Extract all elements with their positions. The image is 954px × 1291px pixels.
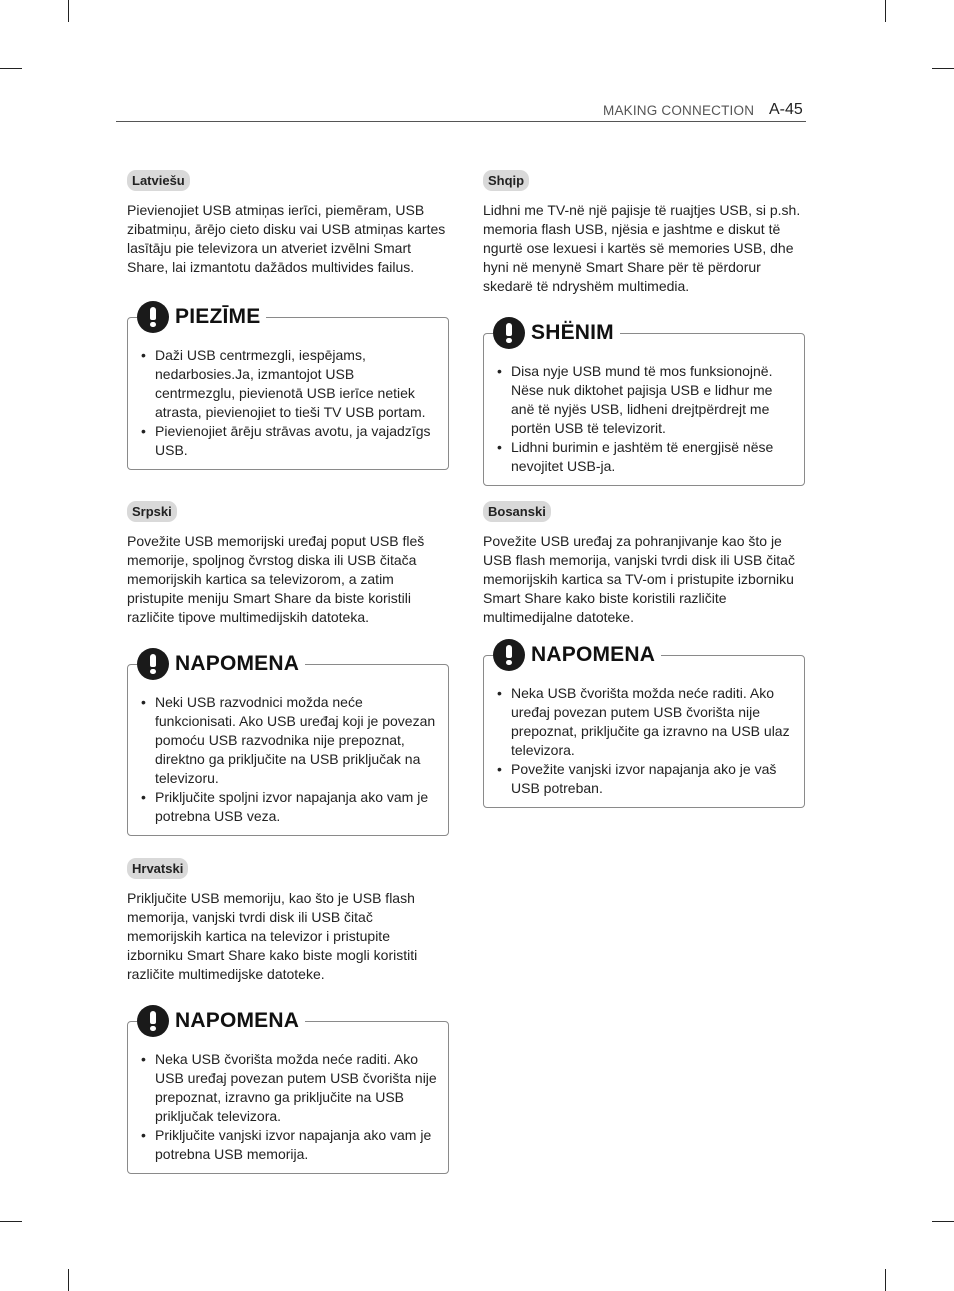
note-title: NAPOMENA (531, 643, 656, 666)
note-header (137, 301, 266, 333)
note-item: • Pievienojiet ārēju strāvas avotu, ja vajadzīgs USB. (141, 422, 438, 460)
section-serbian (127, 501, 449, 836)
exclamation-icon (137, 301, 169, 333)
page-number: A-45 (769, 101, 803, 118)
note-item: • Povežite vanjski izvor napajanja ako je vaš USB potreban. (497, 760, 794, 798)
language-label: Bosanski (483, 501, 551, 522)
section-paragraph: Priključite USB memoriju, kao što je USB flash memorija, vanjski tvrdi disk ili USB čitač memorijskih kartica na televizor i pristupite izborniku Smart Share kako biste mogli koristiti različite multimedijske datoteke. (127, 890, 418, 982)
note-box (127, 305, 449, 470)
note-item: • Daži USB centrmezgli, iespējams, nedarbosies.Ja, izmantojot USB centrmezglu, pievienotā USB ierīce netiek atrasta, pievienojiet to tieši TV USB portam. (141, 346, 438, 422)
language-label: Latviešu (127, 170, 190, 191)
section-bosnian (483, 501, 805, 808)
note-list (141, 1050, 438, 1164)
note-list (141, 346, 438, 460)
crop-mark (885, 0, 886, 22)
section-albanian (483, 170, 805, 486)
language-label: Hrvatski (127, 858, 188, 879)
section-latvian (127, 170, 449, 470)
note-title: NAPOMENA (175, 1009, 300, 1032)
crop-mark (932, 68, 954, 69)
language-label: Srpski (127, 501, 177, 522)
note-item: • Neka USB čvorišta možda neće raditi. Ako USB uređaj povezan putem USB čvorišta nije prepoznat, izravno ga priključite na USB priključak televizora. (141, 1050, 438, 1126)
note-title: SHËNIM (531, 321, 614, 344)
note-header (493, 639, 661, 671)
note-title: PIEZĪME (175, 305, 261, 328)
note-box (483, 321, 805, 486)
note-header (137, 648, 305, 680)
section-paragraph: Povežite USB uređaj za pohranjivanje kao što je USB flash memorija, vanjski tvrdi disk ili USB čitač memorijskih kartica sa TV-om i pristupite izborniku Smart Share kako biste koristili različite multimedijalne datoteke. (483, 533, 795, 625)
left-column (127, 170, 449, 1174)
header-section-title: MAKING CONNECTION (603, 103, 755, 118)
note-box (483, 643, 805, 808)
section-croatian (127, 858, 449, 1174)
header-rule (116, 121, 806, 122)
exclamation-icon (493, 317, 525, 349)
crop-mark (0, 1221, 22, 1222)
note-box (127, 652, 449, 836)
crop-mark (885, 1269, 886, 1291)
note-item: • Lidhni burimin e jashtëm të energjisë nëse nevojitet USB-ja. (497, 438, 794, 476)
note-item: • Priključite vanjski izvor napajanja ako vam je potrebna USB memorija. (141, 1126, 438, 1164)
note-item: • Neka USB čvorišta možda neće raditi. Ako uređaj povezan putem USB čvorišta nije prepoznat, priključite ga izravno na USB ulaz televizora. (497, 684, 794, 760)
section-paragraph: Pievienojiet USB atmiņas ierīci, piemēram, USB zibatmiņu, ārējo cieto disku vai USB atmiņas kartes lasītāju pie televizora un atveriet izvēlni Smart Share, lai izmantotu dažādos multivides failus. (127, 202, 446, 275)
language-label: Shqip (483, 170, 529, 191)
exclamation-icon (493, 639, 525, 671)
note-header (137, 1005, 305, 1037)
note-item: • Priključite spoljni izvor napajanja ako vam je potrebna USB veza. (141, 788, 438, 826)
exclamation-icon (137, 648, 169, 680)
crop-mark (932, 1221, 954, 1222)
note-list (141, 693, 438, 826)
exclamation-icon (137, 1005, 169, 1037)
right-column (483, 170, 805, 808)
note-item: • Neki USB razvodnici možda neće funkcionisati. Ako USB uređaj koji je povezan pomoću USB razvodnika nije prepoznat, direktno ga priključite na USB priključak na televizoru. (141, 693, 438, 788)
note-list (497, 362, 794, 476)
note-header (493, 317, 620, 349)
note-title: NAPOMENA (175, 652, 300, 675)
note-box (127, 1009, 449, 1174)
crop-mark (0, 68, 22, 69)
crop-mark (68, 1269, 69, 1291)
note-item: • Disa nyje USB mund të mos funksionojnë. Nëse nuk diktohet pajisja USB e lidhur me anë të nyjës USB, lidheni drejtpërdrejt me portën USB të televizorit. (497, 362, 794, 438)
note-list (497, 684, 794, 798)
section-paragraph: Povežite USB memorijski uređaj poput USB fleš memorije, spoljnog čvrstog diska ili USB čitača memorijskih kartica sa televizorom, a zatim pristupite meniju Smart Share da biste koristili različite tipove multimedijskih datoteka. (127, 533, 425, 625)
section-paragraph: Lidhni me TV-në një pajisje të ruajtjes USB, si p.sh. memoria flash USB, njësia e jashtme e diskut të ngurtë ose lexuesi i kartës së memories USB, dhe hyni në menynë Smart Share për të përdorur skedarë të ndryshëm multimedia. (483, 202, 801, 294)
crop-mark (68, 0, 69, 22)
